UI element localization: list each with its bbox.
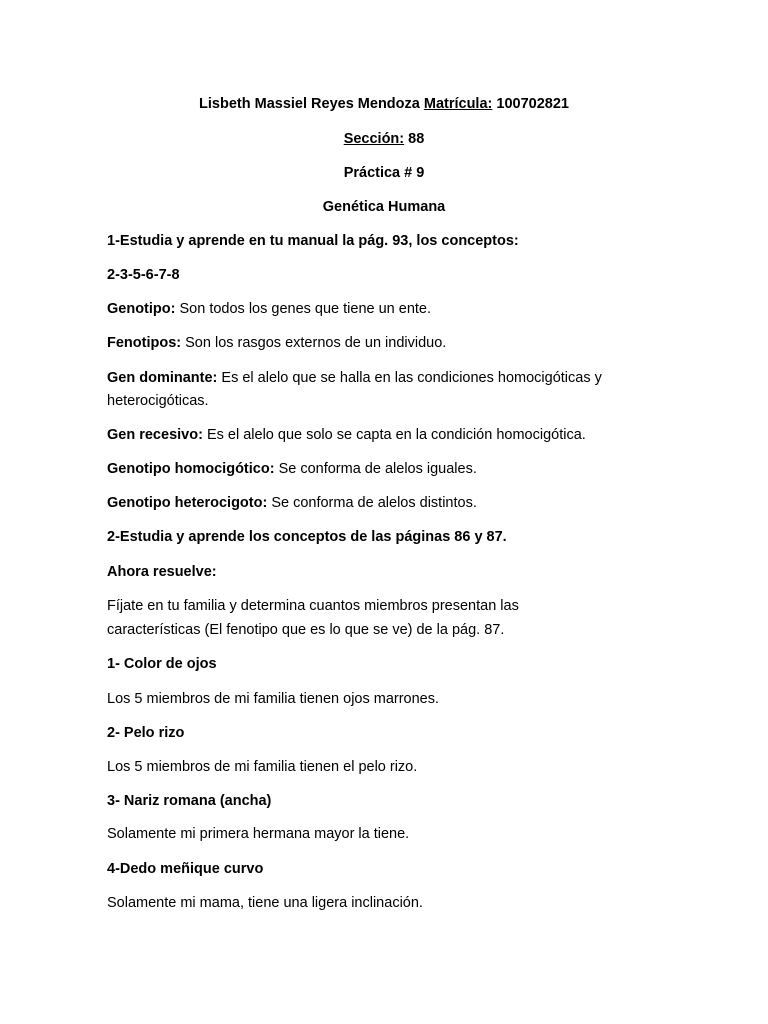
concept-genotipo-heterocigoto: [107, 491, 708, 515]
item-title: 1- Color de ojos: [107, 656, 217, 672]
concept-definition-continued: heterocigóticas.: [107, 393, 209, 409]
matricula-value: 100702821: [496, 96, 569, 112]
seccion-label: Sección:: [343, 131, 405, 147]
concept-gen-recesivo: [107, 423, 708, 447]
concept-definition: Son todos los genes que tiene un ente.: [175, 301, 432, 317]
item-title: 3- Nariz romana (ancha): [107, 793, 272, 809]
concept-fenotipos: [107, 331, 708, 355]
section1-heading: 1-Estudia y aprende en tu manual la pág. 93, los conceptos:: [107, 233, 519, 249]
practica-title: Práctica # 9: [343, 165, 425, 181]
item-answer: Los 5 miembros de mi familia tienen ojos marrones.: [107, 691, 440, 707]
item-title: 4-Dedo meñique curvo: [107, 861, 264, 877]
item-answer: Solamente mi primera hermana mayor la tiene.: [107, 826, 410, 842]
concept-definition: Se conforma de alelos distintos.: [267, 495, 477, 511]
concept-definition: Es el alelo que se halla en las condiciones homocigóticas y: [217, 370, 602, 386]
author-line: [0, 92, 768, 116]
concept-term: Gen dominante:: [107, 370, 218, 386]
concept-definition: Son los rasgos externos de un individuo.: [181, 335, 447, 351]
concept-genotipo: [107, 297, 708, 321]
concept-gen-dominante: [107, 366, 708, 390]
intro-line-2: características (El fenotipo que es lo que se ve) de la pág. 87.: [107, 622, 505, 638]
concept-numbers: 2-3-5-6-7-8: [107, 267, 180, 283]
concept-definition: Se conforma de alelos iguales.: [274, 461, 477, 477]
matricula-label: Matrícula:: [423, 96, 493, 112]
section2-heading: 2-Estudia y aprende los conceptos de las páginas 86 y 87.: [107, 529, 507, 545]
item-answer: Los 5 miembros de mi familia tienen el pelo rizo.: [107, 759, 418, 775]
item-answer: Solamente mi mama, tiene una ligera inclinación.: [107, 895, 423, 911]
concept-term: Genotipo:: [107, 301, 176, 317]
concept-term: Genotipo homocigótico:: [107, 461, 275, 477]
concept-term: Fenotipos:: [107, 335, 182, 351]
concept-term: Genotipo heterocigoto:: [107, 495, 268, 511]
seccion-line: [0, 127, 768, 151]
seccion-value: 88: [408, 131, 425, 147]
concept-genotipo-homocigotico: [107, 457, 708, 481]
concept-term: Gen recesivo:: [107, 427, 203, 443]
topic-title: Genética Humana: [322, 199, 446, 215]
item-title: 2- Pelo rizo: [107, 725, 185, 741]
section2-subheading: Ahora resuelve:: [107, 564, 217, 580]
concept-definition: Es el alelo que solo se capta en la condición homocigótica.: [202, 427, 586, 443]
intro-line-1: Fíjate en tu familia y determina cuantos miembros presentan las: [107, 598, 519, 614]
author-name: Lisbeth Massiel Reyes Mendoza: [199, 96, 420, 112]
